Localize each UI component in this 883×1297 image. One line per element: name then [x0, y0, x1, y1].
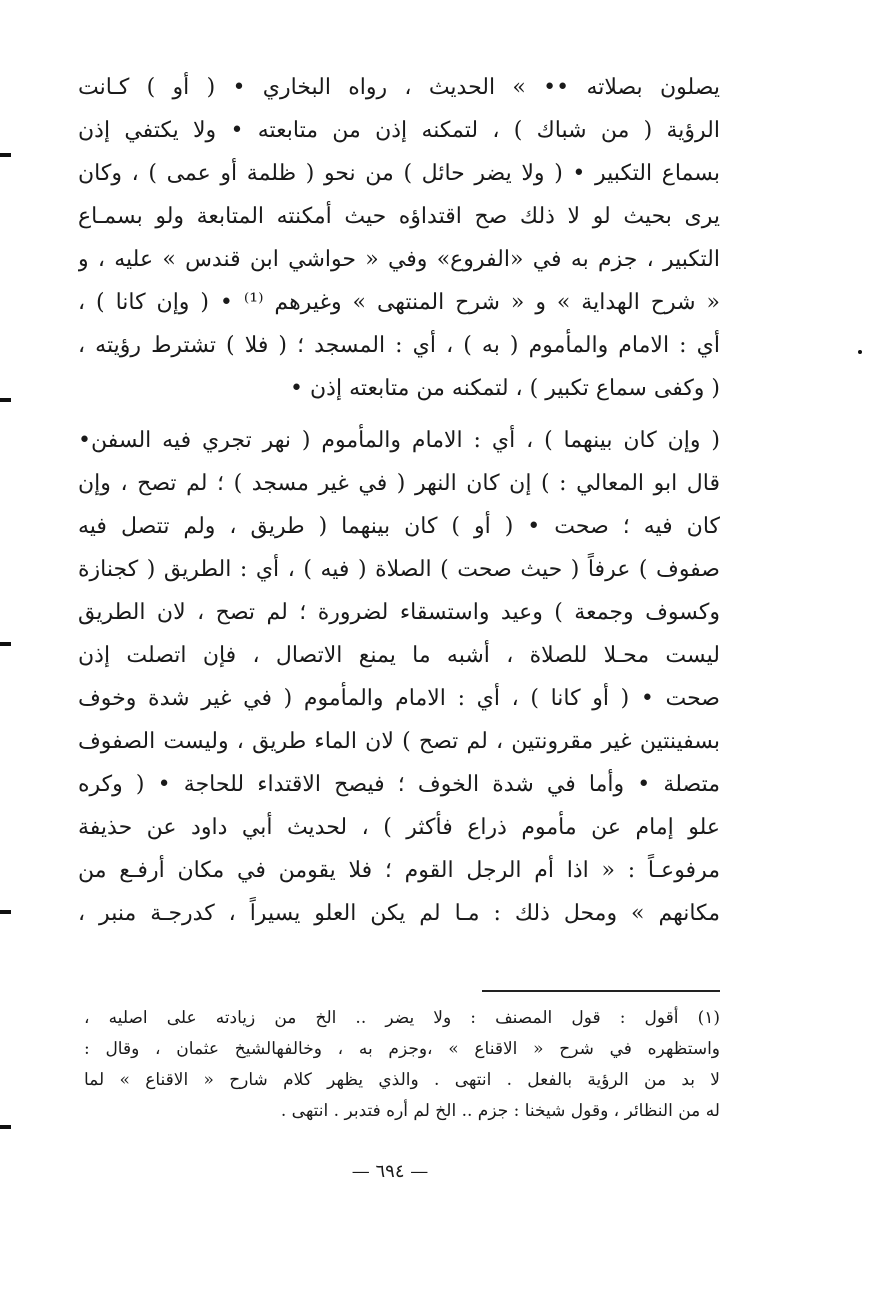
page-number: — ٦٩٤ —	[351, 1161, 429, 1182]
text-line: ( وكفى سماع تكبير ) ، لتمكنه من متابعته إذن •	[290, 376, 720, 401]
paragraph	[78, 419, 720, 935]
paragraph	[78, 66, 720, 410]
text-line: صحت • ( أو كانا ) ، أي : الامام والمأموم ( في غير شدة وخوف	[78, 686, 720, 711]
text-line: مرفوعـاً : « اذا أم الرجل القوم ؛ فلا يقومن في مكان أرفـع من	[78, 858, 720, 883]
paragraph-gap	[78, 410, 720, 419]
text-line: الرؤية ( من شباك ) ، لتمكنه إذن من متابعته • ولا يكتفي إذن	[78, 118, 720, 143]
text-line: صفوف ) عرفاً ( حيث صحت ) الصلاة ( فيه ) ، أي : الطريق ( كجنازة	[78, 557, 720, 582]
text-line: وكسوف وجمعة ) وعيد واستسقاء لضرورة ؛ لم تصح ، لان الطريق	[78, 600, 720, 625]
footnote	[84, 1003, 720, 1127]
margin-mark	[0, 910, 11, 914]
text-line: بسفينتين غير مقرونتين ، لم تصح ) لان الماء طريق ، وليست الصفوف	[78, 729, 720, 754]
text-line: مكانهم » ومحل ذلك : مـا لم يكن العلو يسيراً ، كدرجـة منبر ،	[78, 901, 720, 926]
text-line: قال ابو المعالي : ) إن كان النهر ( في غير مسجد ) ؛ لم تصح ، وإن	[78, 471, 720, 496]
text-line: بسماع التكبير • ( ولا يضر حائل ) من نحو ( ظلمة أو عمى ) ، وكان	[78, 161, 720, 186]
margin-mark	[0, 1125, 11, 1129]
margin-mark	[0, 398, 11, 402]
footnote-line: لا بد من الرؤية بالفعل . انتهى . والذي يظهر كلام شارح « الاقناع » لما	[84, 1070, 720, 1090]
text-line: كان فيه ؛ صحت • ( أو ) كان بينهما ( طريق ، ولم تتصل فيه	[78, 514, 720, 539]
footnote-line: له من النظائر ، وقول شيخنا : جزم .. الخ لم أره فتدبر . انتهى .	[280, 1101, 720, 1121]
text-line: متصلة • وأما في شدة الخوف ؛ فيصح الاقتداء للحاجة • ( وكره	[78, 772, 720, 797]
text-line: ( وإن كان بينهما ) ، أي : الامام والمأموم ( نهر تجري فيه السفن•	[78, 428, 720, 453]
footnote-line: واستظهره في شرح « الاقناع » ،وجزم به ، وخالفهالشيخ عثمان ، وقال :	[84, 1039, 720, 1059]
margin-mark	[0, 642, 11, 646]
footnote-separator	[482, 990, 720, 992]
text-line: أي : الامام والمأموم ( به ) ، أي : المسجد ؛ ( فلا ) تشترط رؤيته ،	[78, 333, 720, 358]
footnote-line: (١) أقول : قول المصنف : ولا يضر .. الخ من زيادته على اصليه ،	[84, 1008, 720, 1028]
text-line: يرى بحيث لو لا ذلك صح اقتداؤه حيث أمكنته المتابعة ولو بسمـاع	[78, 204, 720, 229]
text-line: التكبير ، جزم به في «الفروع» وفي « حواشي ابن قندس » عليه ، و	[78, 247, 720, 272]
margin-dot	[858, 350, 862, 354]
text-line: « شرح الهداية » و « شرح المنتهى » وغيرهم ⁽¹⁾ • ( وإن كانا ) ،	[78, 290, 720, 315]
text-line: يصلون بصلاته •• » الحديث ، رواه البخاري • ( أو ) كـانت	[78, 75, 720, 100]
text-line: علو إمام عن مأموم ذراع فأكثر ) ، لحديث أبي داود عن حذيفة	[78, 815, 720, 840]
margin-mark	[0, 153, 11, 157]
main-text	[78, 66, 720, 935]
text-line: ليست محـلا للصلاة ، أشبه ما يمنع الاتصال ، فإن اتصلت إذن	[78, 643, 720, 668]
